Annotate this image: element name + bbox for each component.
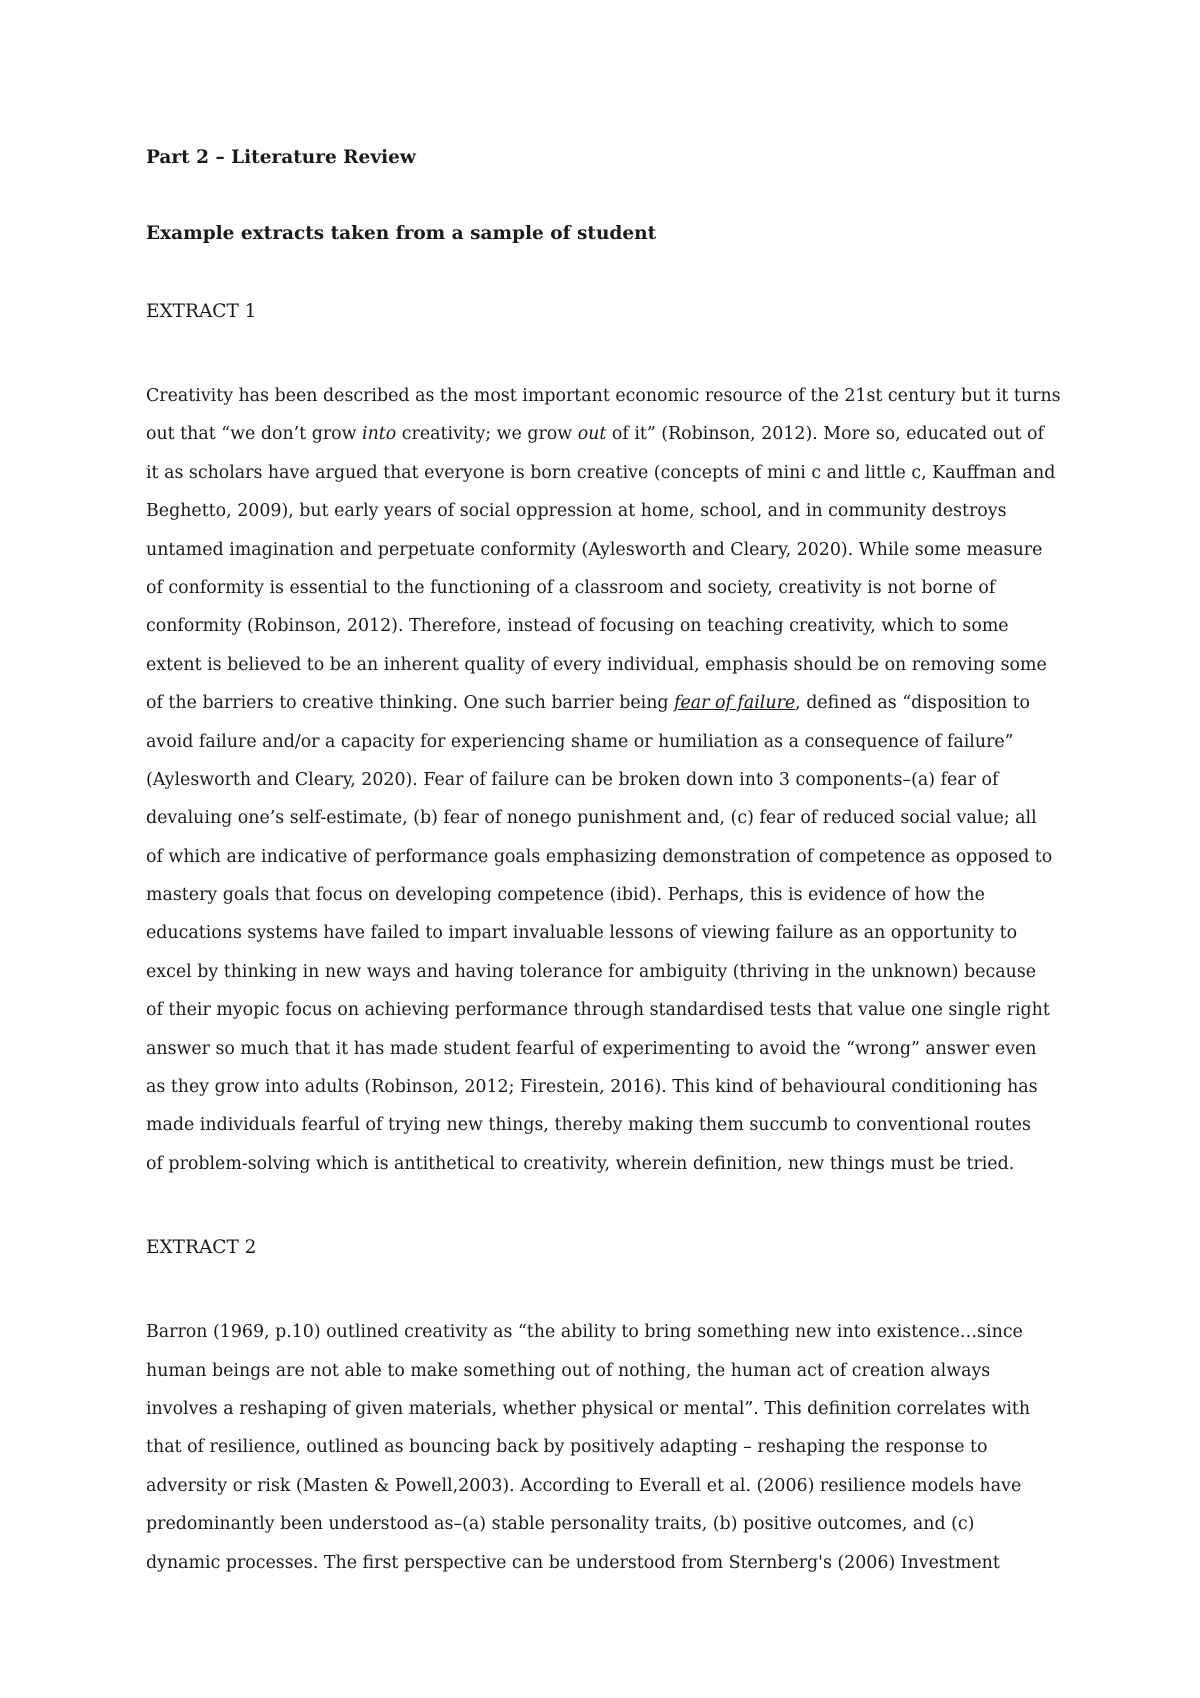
extract-1-paragraph bbox=[146, 377, 1076, 1183]
text-run: answer so much that it has made student fearful of experimenting to avoid the “wrong” answer even bbox=[146, 1038, 1037, 1059]
text-run: of problem-solving which is antithetical to creativity, wherein definition, new things must be tried. bbox=[146, 1153, 1015, 1174]
text-line bbox=[146, 1313, 1076, 1351]
text-line bbox=[146, 1390, 1076, 1428]
text-line bbox=[146, 1428, 1076, 1466]
extract-2-paragraph bbox=[146, 1313, 1076, 1582]
text-run: conformity (Robinson, 2012). Therefore, instead of focusing on teaching creativity, which to some bbox=[146, 616, 1009, 637]
text-line bbox=[146, 415, 1076, 453]
text-run: untamed imagination and perpetuate conformity (Aylesworth and Cleary, 2020). While some measure bbox=[146, 539, 1043, 560]
text-run: of their myopic focus on achieving performance through standardised tests that value one single right bbox=[146, 1000, 1050, 1021]
emphasis-text: out bbox=[577, 424, 607, 445]
text-line bbox=[146, 723, 1076, 761]
text-run: it as scholars have argued that everyone is born creative (concepts of mini c and little c, Kauffman and bbox=[146, 462, 1056, 483]
text-line bbox=[146, 646, 1076, 684]
text-run: Creativity has been described as the most important economic resource of the 21st century but it turns bbox=[146, 386, 1061, 406]
text-line bbox=[146, 1030, 1076, 1068]
text-line bbox=[146, 838, 1076, 876]
text-line bbox=[146, 377, 1076, 415]
text-run: (Aylesworth and Cleary, 2020). Fear of failure can be broken down into 3 components–(a) fear of bbox=[146, 769, 999, 790]
text-line bbox=[146, 492, 1076, 530]
text-run: of the barriers to creative thinking. One such barrier being bbox=[146, 693, 675, 714]
text-line bbox=[146, 1467, 1076, 1505]
text-run: made individuals fearful of trying new things, thereby making them succumb to conventional routes bbox=[146, 1115, 1031, 1136]
text-run: devaluing one’s self-estimate, (b) fear of nonego punishment and, (c) fear of reduced social value; all bbox=[146, 808, 1037, 829]
text-run: of conformity is essential to the functioning of a classroom and society, creativity is not borne of bbox=[146, 577, 996, 598]
text-line bbox=[146, 569, 1076, 607]
text-line bbox=[146, 761, 1076, 799]
text-run: human beings are not able to make something out of nothing, the human act of creation always bbox=[146, 1360, 991, 1381]
text-run: of which are indicative of performance goals emphasizing demonstration of competence as opposed to bbox=[146, 846, 1053, 867]
document-body bbox=[146, 146, 1076, 1582]
text-line bbox=[146, 531, 1076, 569]
text-line bbox=[146, 684, 1076, 722]
text-run: avoid failure and/or a capacity for experiencing shame or humiliation as a consequence of failure” bbox=[146, 731, 1014, 752]
text-run: adversity or risk (Masten & Powell,2003). According to Everall et al. (2006) resilience models have bbox=[146, 1475, 1022, 1496]
text-run: involves a reshaping of given materials, whether physical or mental”. This definition correlates with bbox=[146, 1398, 1031, 1419]
text-run: Barron (1969, p.10) outlined creativity as “the ability to bring something new into existence…since bbox=[146, 1322, 1023, 1343]
text-line bbox=[146, 1145, 1076, 1183]
text-line bbox=[146, 1505, 1076, 1543]
text-run: of it” (Robinson, 2012). More so, educated out of bbox=[606, 424, 1044, 445]
text-run: mastery goals that focus on developing competence (ibid). Perhaps, this is evidence of how the bbox=[146, 885, 985, 906]
text-line bbox=[146, 914, 1076, 952]
document-subtitle: Example extracts taken from a sample of student bbox=[146, 223, 657, 244]
text-line bbox=[146, 876, 1076, 914]
text-run: dynamic processes. The first perspective can be understood from Sternberg's (2006) Investment bbox=[146, 1552, 1000, 1573]
text-line bbox=[146, 991, 1076, 1029]
text-line bbox=[146, 953, 1076, 991]
text-run: out that “we don’t grow bbox=[146, 424, 363, 445]
text-run: Beghetto, 2009), but early years of social oppression at home, school, and in community destroys bbox=[146, 501, 1007, 522]
extract-2-label: EXTRACT 2 bbox=[146, 1237, 257, 1259]
text-run: that of resilience, outlined as bouncing back by positively adapting – reshaping the response to bbox=[146, 1437, 988, 1458]
text-run: extent is believed to be an inherent quality of every individual, emphasis should be on removing some bbox=[146, 654, 1047, 675]
text-run: educations systems have failed to impart invaluable lessons of viewing failure as an opportunity to bbox=[146, 923, 1018, 944]
emphasis-text: fear of failure bbox=[674, 693, 796, 714]
text-line bbox=[146, 1544, 1076, 1582]
text-run: excel by thinking in new ways and having tolerance for ambiguity (thriving in the unknown) because bbox=[146, 961, 1037, 982]
text-run: , defined as “disposition to bbox=[795, 693, 1031, 714]
text-run: creativity; we grow bbox=[396, 424, 578, 445]
text-line bbox=[146, 799, 1076, 837]
part-title: Part 2 – Literature Review bbox=[146, 147, 416, 168]
text-run: predominantly been understood as–(a) stable personality traits, (b) positive outcomes, and (c) bbox=[146, 1514, 975, 1535]
text-run: as they grow into adults (Robinson, 2012; Firestein, 2016). This kind of behavioural conditioning has bbox=[146, 1077, 1038, 1098]
text-line bbox=[146, 454, 1076, 492]
emphasis-text: into bbox=[362, 424, 397, 445]
text-line bbox=[146, 1352, 1076, 1390]
text-line bbox=[146, 607, 1076, 645]
text-line bbox=[146, 1068, 1076, 1106]
text-line bbox=[146, 1106, 1076, 1144]
extract-1-label: EXTRACT 1 bbox=[146, 301, 257, 322]
